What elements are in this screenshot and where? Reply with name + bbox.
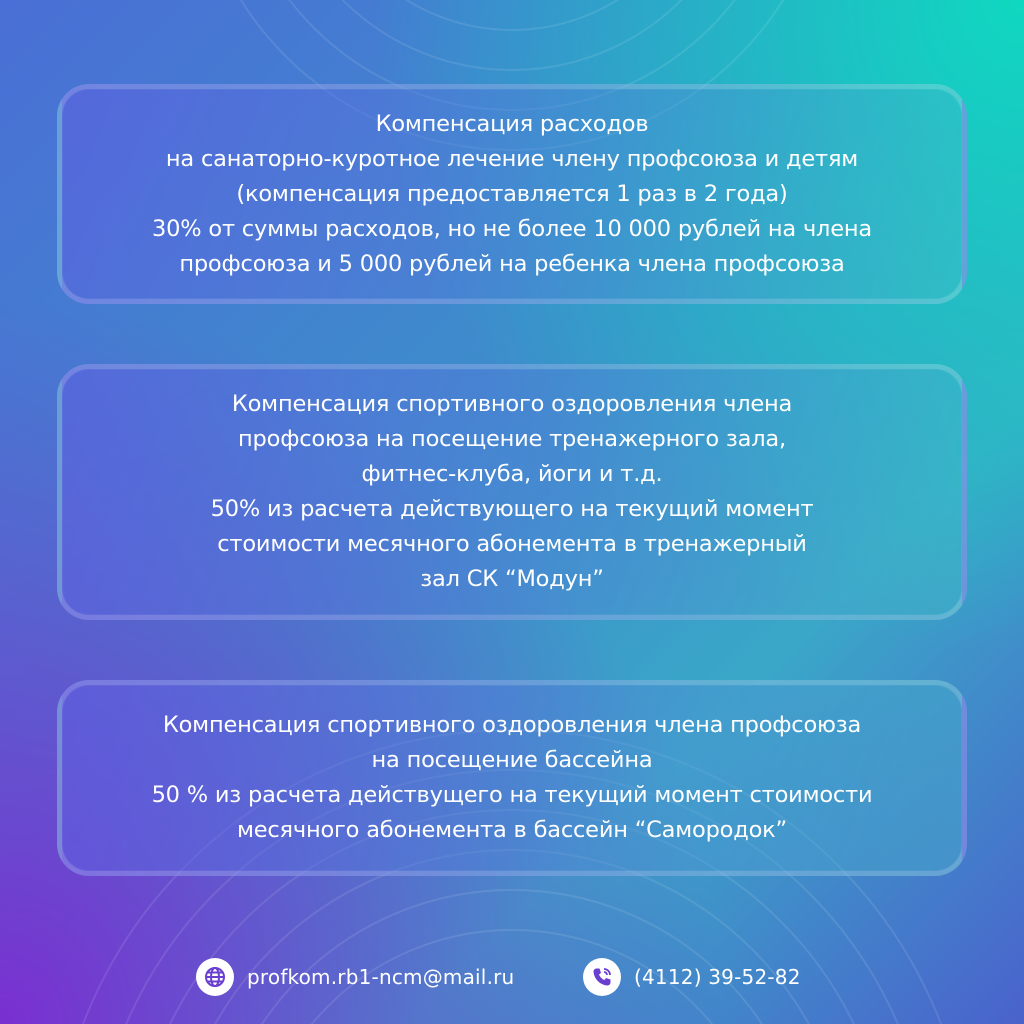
card-line: профсоюза на посещение тренажерного зала, <box>238 426 786 452</box>
email-text[interactable]: profkom.rb1-ncm@mail.ru <box>247 965 515 989</box>
card-line: 50 % из расчета действущего на текущий момент стоимости <box>151 782 873 808</box>
globe-icon <box>196 958 234 996</box>
contact-footer <box>0 955 1024 999</box>
card-line: Компенсация спортивного оздоровления члена профсоюза <box>162 712 862 738</box>
card-line: зал СК “Модун” <box>420 566 604 592</box>
card-line: 50% из расчета действующего на текущий момент <box>210 496 814 522</box>
email-contact[interactable] <box>196 955 514 999</box>
phone-icon <box>583 958 621 996</box>
card-line: 30% от суммы расходов, но не более 10 000 рублей на члена <box>152 215 872 242</box>
card-gym-compensation <box>57 364 967 620</box>
card-line: Компенсация расходов <box>375 110 649 137</box>
phone-text[interactable]: (4112) 39-52-82 <box>634 965 801 989</box>
card-text <box>122 708 903 848</box>
card-text <box>181 387 844 597</box>
card-pool-compensation <box>57 680 967 876</box>
card-line: на санаторно-куротное лечение члену профсоюза и детям <box>165 145 859 172</box>
card-line: профсоюза и 5 000 рублей на ребенка члена профсоюза <box>179 250 845 277</box>
card-line: на посещение бассейна <box>371 747 653 773</box>
card-line: (компенсация предоставляется 1 раз в 2 года) <box>236 180 788 207</box>
card-line: месячного абонемента в бассейн “Самородок” <box>236 817 788 843</box>
card-sanatorium-compensation <box>57 84 967 304</box>
phone-contact[interactable] <box>583 955 801 999</box>
card-text <box>122 107 902 282</box>
card-line: стоимости месячного абонемента в тренажерный <box>217 531 807 557</box>
card-line: фитнес-клуба, йоги и т.д. <box>361 461 663 487</box>
card-line: Компенсация спортивного оздоровления члена <box>231 391 793 417</box>
